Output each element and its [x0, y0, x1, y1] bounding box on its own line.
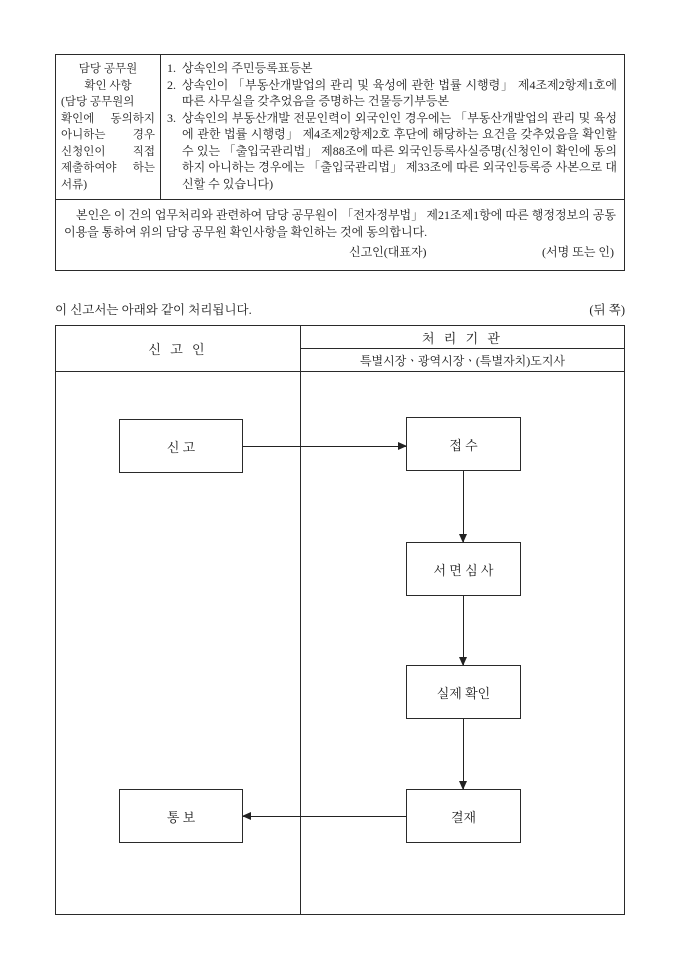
processing-note: 이 신고서는 아래와 같이 처리됩니다.: [55, 303, 252, 317]
flow-node-receive: 접 수: [406, 417, 521, 471]
item-number: 3.: [167, 110, 176, 125]
consent-row: [56, 200, 624, 270]
consent-text: 본인은 이 건의 업무처리와 관련하여 담당 공무원이 「전자정부법」 제21조제1항에 따른 행정정보의 공동이용을 통하여 위의 담당 공무원 확인사항을 확인하는 것에 동의합니다.: [64, 208, 616, 239]
official-confirmation-table: [55, 54, 625, 271]
arrow-declare-to-receive-icon: [243, 446, 406, 447]
agency-column-header: 처 리 기 관: [301, 326, 624, 349]
flow-node-notify: 통 보: [119, 789, 243, 843]
arrow-approval-to-notify-icon: [243, 816, 406, 817]
confirmation-item: [167, 60, 617, 77]
flow-node-approval: 결재: [406, 789, 521, 843]
agency-column-subheader: 특별시장ㆍ광역시장ㆍ(특별자치)도지사: [359, 353, 566, 368]
header-line: 담당 공무원: [78, 63, 138, 75]
applicant-column-header: 신 고 인: [56, 326, 301, 371]
flow-node-declare: 신 고: [119, 419, 243, 473]
header-line: (담당 공무원의: [61, 96, 135, 108]
arrow-receive-to-review-icon: [463, 471, 464, 542]
confirmation-table-main-row: [56, 55, 624, 200]
header-line: 신청인이 직접: [61, 145, 155, 158]
flow-node-document-review: 서 면 심 사: [406, 542, 521, 596]
seal-label: (서명 또는 인): [542, 245, 614, 259]
header-line: 제출하여야 하는: [61, 162, 155, 174]
column-divider-line: [300, 372, 301, 914]
confirmation-items-cell: [161, 55, 624, 199]
signer-label: 신고인(대표자): [349, 245, 427, 259]
back-page-label: (뒤 쪽): [589, 303, 625, 317]
header-line: 확인에 동의하지: [61, 112, 155, 125]
item-number: 2.: [167, 77, 176, 92]
processing-flowchart-table: [55, 325, 625, 915]
item-text: 상속인의 주민등록표등본: [182, 61, 313, 75]
processing-note-row: [55, 300, 625, 318]
header-line: 서류): [61, 178, 88, 191]
flow-node-field-check: 실제 확인: [406, 665, 521, 719]
header-line: 확인 사항: [84, 79, 132, 92]
agency-column-header-cell: [301, 326, 624, 371]
item-text: 상속인의 부동산개발 전문인력이 외국인인 경우에는 「부동산개발업의 관리 및 육성에 관한 법률 시행령」 제4조제2항제2호 후단에 해당하는 요건을 갖추었음을 확인할 수 있는 「출입국관리법」 제88조에 따른 외국인등록사실증명(신청인이 확인에 동의하지 아니하는 경우에는 「출입국관리법」 제33조에 따른 외국인등록증 사본으로 대신할 수 있습니다): [182, 110, 617, 191]
arrow-field-check-to-approval-icon: [463, 719, 464, 789]
flowchart-header: [56, 326, 624, 372]
signature-line: [64, 244, 616, 261]
arrow-review-to-field-check-icon: [463, 596, 464, 665]
item-text: 상속인이 「부동산개발업의 관리 및 육성에 관한 법률 시행령」 제4조제2항제1호에 따른 사무실을 갖추었음을 증명하는 건물등기부등본: [182, 77, 617, 108]
confirmation-item: [167, 110, 617, 193]
flowchart-body: [56, 372, 624, 914]
confirmation-item: [167, 77, 617, 110]
item-number: 1.: [167, 61, 176, 75]
header-line: 아니하는 경우: [61, 129, 155, 141]
confirmation-header-cell: [56, 55, 161, 199]
